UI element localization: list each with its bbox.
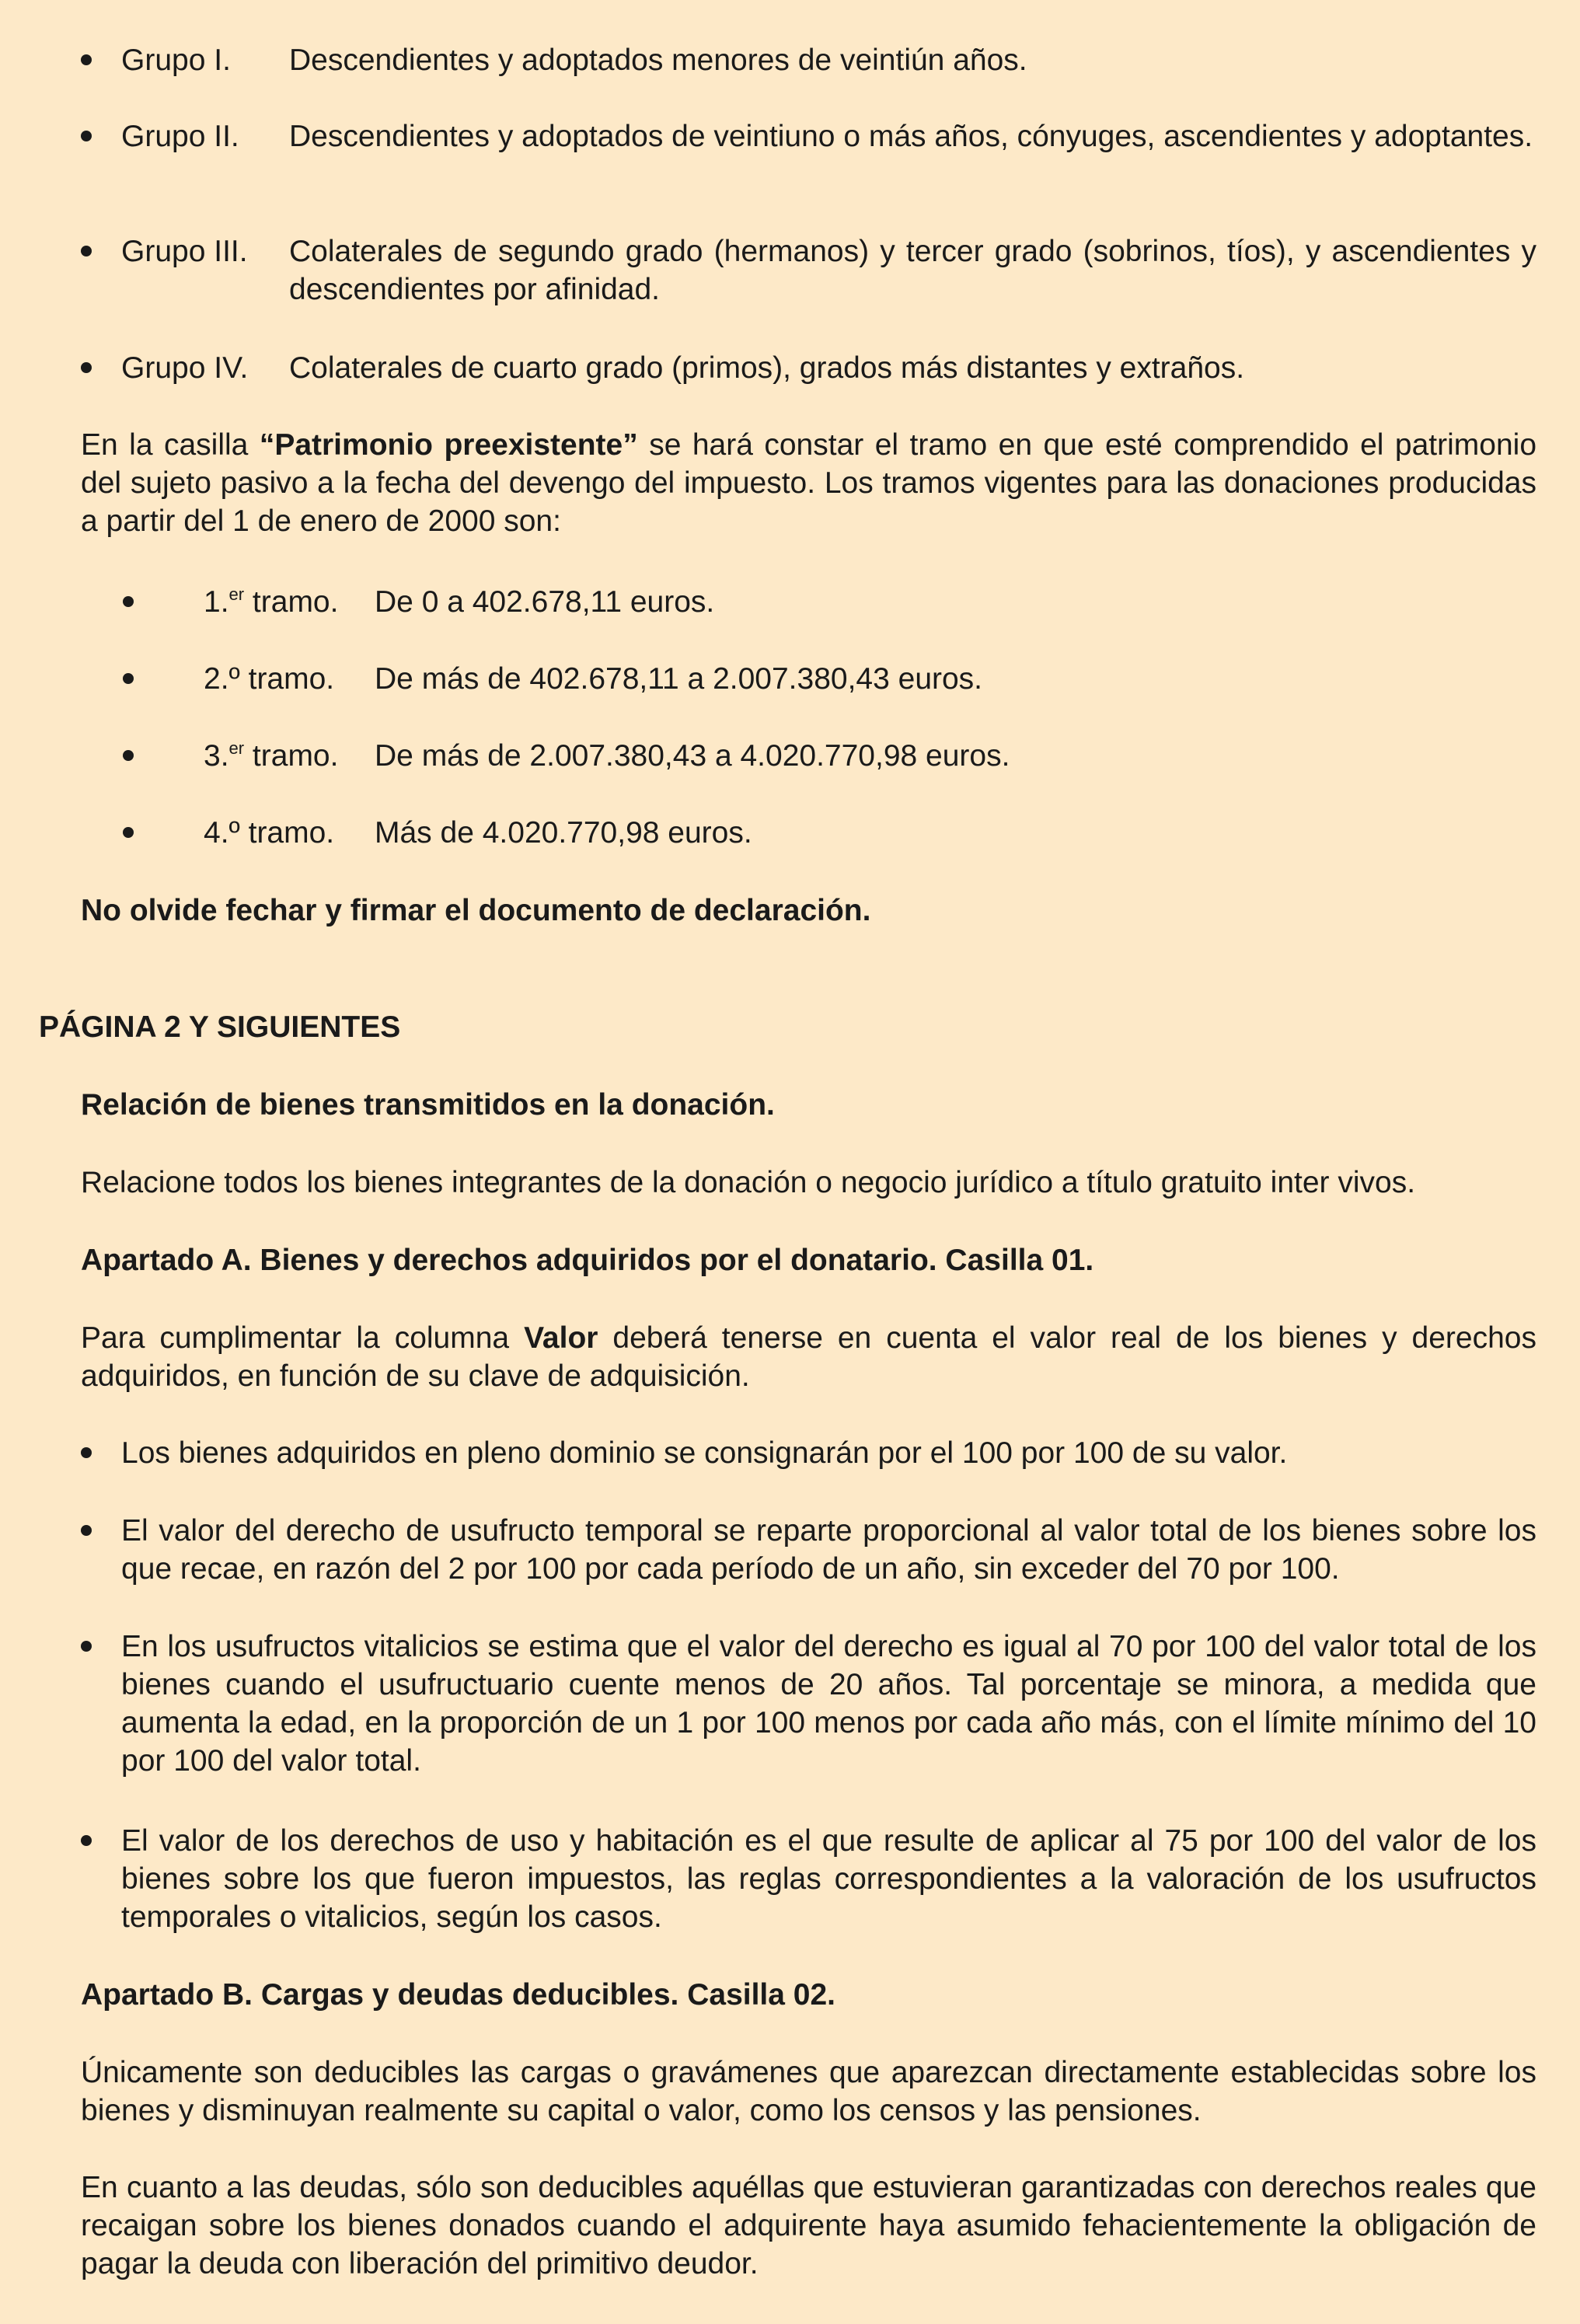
tramo-label: 1.$^{er}$ tramo.	[204, 584, 339, 619]
tramo-text: Más de 4.020.770,98 euros.	[375, 816, 752, 850]
section-title: PÁGINA 2 Y SIGUIENTES	[39, 1010, 401, 1044]
bullet-icon	[81, 246, 92, 256]
bullet-icon	[81, 1447, 92, 1458]
patrimonio-bold-term: “Patrimonio preexistente”	[259, 428, 638, 462]
sign-reminder: No olvide fechar y firmar el documento de declaración.	[81, 894, 871, 927]
bullet-icon	[81, 131, 92, 141]
grupo-label: Grupo I.	[121, 44, 231, 77]
apartado-b-heading: Apartado B. Cargas y deudas deducibles. Casilla 02.	[81, 1978, 836, 2012]
relacion-heading: Relación de bienes transmitidos en la donación.	[81, 1088, 775, 1122]
apartado-a-heading: Apartado A. Bienes y derechos adquiridos por el donatario. Casilla 01.	[81, 1244, 1094, 1277]
patrimonio-text-after: se hará constar el tramo en que esté comprendido el patrimonio del sujeto pasivo a la fecha del devengo del impuesto. Los tramos vigentes para las donaciones producidas a partir del 1 de enero de 2000 son:	[81, 428, 1537, 538]
grupo-text: Colaterales de cuarto grado (primos), grados más distantes y extraños.	[289, 351, 1245, 385]
tramo-label: 3.$^{er}$ tramo.	[204, 738, 339, 773]
patrimonio-paragraph	[81, 426, 1536, 540]
grupo-label: Grupo IV.	[121, 351, 249, 385]
bullet-icon	[123, 673, 134, 684]
bullet-icon	[123, 750, 134, 761]
bullet-icon	[123, 596, 134, 607]
tramo-text: De más de 2.007.380,43 a 4.020.770,98 euros.	[375, 739, 1010, 773]
grupo-text: Colaterales de segundo grado (hermanos) y tercer grado (sobrinos, tíos), y ascendientes y descendientes por afinidad.	[289, 235, 1536, 306]
bullet-icon	[81, 54, 92, 65]
intro-bold-term: Valor	[524, 1321, 598, 1355]
patrimonio-text-before: En la casilla	[81, 428, 260, 462]
tramo-text: De más de 402.678,11 a 2.007.380,43 euros.	[375, 662, 983, 696]
grupo-label: Grupo III.	[121, 235, 248, 268]
grupo-label: Grupo II.	[121, 120, 239, 153]
grupo-text: Descendientes y adoptados de veintiuno o más años, cónyuges, ascendientes y adoptantes.	[289, 120, 1533, 153]
intro-text-before: Para cumplimentar la columna	[81, 1321, 525, 1355]
bullet-icon	[81, 1835, 92, 1846]
apartado-a-intro	[81, 1319, 1536, 1395]
grupo-text: Descendientes y adoptados menores de veintiún años.	[289, 44, 1027, 77]
list-item: El valor del derecho de usufructo temporal se reparte proporcional al valor total de los bienes sobre los que recae, en razón del 2 por 100 por cada período de un año, sin exceder del 70 por 100.	[121, 1514, 1536, 1586]
bullet-icon	[81, 1641, 92, 1652]
list-item: Los bienes adquiridos en pleno dominio se consignarán por el 100 por 100 de su valor.	[121, 1436, 1288, 1470]
bullet-icon	[81, 362, 92, 373]
relacion-text: Relacione todos los bienes integrantes de la donación o negocio jurídico a título gratuito inter vivos.	[81, 1166, 1416, 1199]
bullet-icon	[123, 827, 134, 838]
intro-text-after: deberá tenerse en cuenta el valor real de los bienes y derechos adquiridos, en función de su clave de adquisición.	[81, 1321, 1536, 1393]
bullet-icon	[81, 1525, 92, 1536]
apartado-b-para-1: Únicamente son deducibles las cargas o gravámenes que aparezcan directamente establecidas sobre los bienes y disminuyan realmente su capital o valor, como los censos y las pensiones.	[81, 2056, 1536, 2127]
tramo-label: 4.º tramo.	[204, 816, 335, 850]
tramo-text: De 0 a 402.678,11 euros.	[375, 585, 715, 619]
list-item: El valor de los derechos de uso y habitación es el que resulte de aplicar al 75 por 100 del valor de los bienes sobre los que fueron impuestos, las reglas correspondientes a la valoración de los usufructos temporales o vitalicios, según los casos.	[121, 1824, 1536, 1934]
tramo-label: 2.º tramo.	[204, 662, 335, 696]
apartado-b-para-2: En cuanto a las deudas, sólo son deducibles aquéllas que estuvieran garantizadas con derechos reales que recaigan sobre los bienes donados cuando el adquirente haya asumido fehacientemente la obligación de pagar la deuda con liberación del primitivo deudor.	[81, 2171, 1536, 2280]
list-item: En los usufructos vitalicios se estima que el valor del derecho es igual al 70 por 100 del valor total de los bienes cuando el usufructuario cuente menos de 20 años. Tal porcentaje se minora, a medida que aumenta la edad, en la proporción de un 1 por 100 menos por cada año más, con el límite mínimo del 10 por 100 del valor total.	[121, 1630, 1536, 1778]
